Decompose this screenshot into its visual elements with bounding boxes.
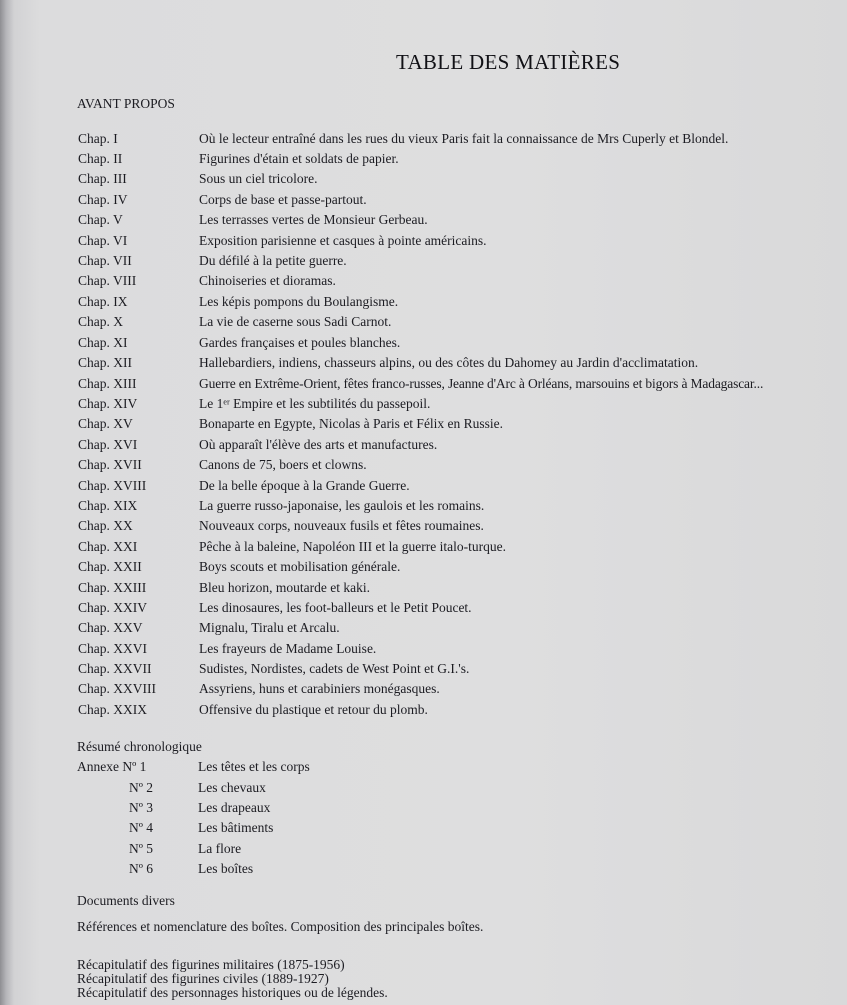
- chapter-row: [0, 600, 847, 620]
- chapter-row: [0, 294, 847, 314]
- annexe-title: Les chevaux: [198, 780, 266, 795]
- annexe-row: [0, 800, 847, 820]
- chapter-number: Chap. VI: [78, 233, 128, 248]
- chapter-number: Chap. VII: [78, 253, 132, 268]
- chapter-number: Chap. IV: [78, 192, 128, 207]
- chapter-row: [0, 396, 847, 416]
- chapter-title: Les dinosaures, les foot-balleurs et le Petit Poucet.: [199, 600, 472, 615]
- chapter-number: Chap. XIV: [78, 396, 138, 411]
- page-title: TABLE DES MATIÈRES: [396, 50, 621, 74]
- section-documents-divers: Documents divers: [77, 893, 175, 908]
- annexe-number: Annexe Nº 1: [77, 759, 147, 774]
- chapter-row: [0, 457, 847, 477]
- chapter-number: Chap. XIX: [78, 498, 138, 513]
- annexe-number: Nº 5: [129, 841, 154, 856]
- chapter-number: Chap. X: [78, 314, 123, 329]
- chapter-title: Boys scouts et mobilisation générale.: [199, 559, 401, 574]
- section-avant-propos: AVANT PROPOS: [77, 96, 175, 111]
- chapter-row: [0, 253, 847, 273]
- chapter-number: Chap. V: [78, 212, 123, 227]
- chapter-number: Chap. XXVII: [78, 661, 152, 676]
- chapter-row: [0, 416, 847, 436]
- chapter-number: Chap. XVIII: [78, 478, 147, 493]
- annexe-title: Les têtes et les corps: [198, 759, 310, 774]
- chapter-title: Bleu horizon, moutarde et kaki.: [199, 580, 370, 595]
- chapter-number: Chap. I: [78, 131, 118, 146]
- chapter-title: La guerre russo-japonaise, les gaulois et les romains.: [199, 498, 485, 513]
- chapter-row: [0, 335, 847, 355]
- chapter-number: Chap. XXVI: [78, 641, 147, 656]
- chapter-row: [0, 212, 847, 232]
- annexe-number: Nº 4: [129, 820, 154, 835]
- chapter-title: Canons de 75, boers et clowns.: [199, 457, 367, 472]
- chapter-row: [0, 355, 847, 375]
- chapter-number: Chap. XI: [78, 335, 128, 350]
- chapter-row: [0, 376, 847, 396]
- chapter-number: Chap. XII: [78, 355, 132, 370]
- chapter-title: Chinoiseries et dioramas.: [199, 273, 336, 288]
- chapter-row: [0, 641, 847, 661]
- chapter-number: Chap. II: [78, 151, 123, 166]
- annexe-number: Nº 3: [129, 800, 154, 815]
- chapter-row: [0, 314, 847, 334]
- annexe-row: [0, 820, 847, 840]
- chapter-row: [0, 151, 847, 171]
- references-line: Références et nomenclature des boîtes. Composition des principales boîtes.: [77, 919, 484, 934]
- chapter-number: Chap. XXIV: [78, 600, 147, 615]
- chapter-row: [0, 539, 847, 559]
- chapter-title: Figurines d'étain et soldats de papier.: [199, 151, 399, 166]
- chapter-title: Corps de base et passe-partout.: [199, 192, 367, 207]
- chapter-row: [0, 559, 847, 579]
- annexe-row: [0, 780, 847, 800]
- chapter-row: [0, 681, 847, 701]
- chapter-row: [0, 498, 847, 518]
- chapter-title: Les képis pompons du Boulangisme.: [199, 294, 399, 309]
- chapter-title: Sudistes, Nordistes, cadets de West Point et G.I.'s.: [199, 661, 470, 676]
- annexe-row: [0, 861, 847, 881]
- chapter-row: [0, 273, 847, 293]
- chapter-row: [0, 171, 847, 191]
- chapter-title: Où apparaît l'élève des arts et manufactures.: [199, 437, 438, 452]
- chapter-row: [0, 192, 847, 212]
- chapter-title: Assyriens, huns et carabiniers monégasques.: [199, 681, 440, 696]
- chapter-title: Bonaparte en Egypte, Nicolas à Paris et Félix en Russie.: [199, 416, 504, 431]
- chapter-number: Chap. XXIII: [78, 580, 147, 595]
- chapter-row: [0, 233, 847, 253]
- chapter-row: [0, 702, 847, 722]
- section-resume-chronologique: Résumé chronologique: [77, 739, 202, 754]
- chapter-number: Chap. XX: [78, 518, 133, 533]
- annexe-number: Nº 6: [129, 861, 154, 876]
- recapitulatif-line: Récapitulatif des figurines civiles (1889-1927): [77, 971, 329, 986]
- chapter-title: Nouveaux corps, nouveaux fusils et fêtes roumaines.: [199, 518, 484, 533]
- chapter-title: Exposition parisienne et casques à pointe américains.: [199, 233, 487, 248]
- annexe-title: Les drapeaux: [198, 800, 271, 815]
- chapter-number: Chap. XXVIII: [78, 681, 156, 696]
- chapter-number: Chap. XXI: [78, 539, 138, 554]
- chapter-number: Chap. XXIX: [78, 702, 147, 717]
- chapter-row: [0, 661, 847, 681]
- chapter-row: [0, 478, 847, 498]
- annexe-title: Les boîtes: [198, 861, 254, 876]
- annexe-row: [0, 759, 847, 779]
- chapter-row: [0, 131, 847, 151]
- chapter-title: La vie de caserne sous Sadi Carnot.: [199, 314, 392, 329]
- chapter-title: Hallebardiers, indiens, chasseurs alpins, ou des côtes du Dahomey au Jardin d'acclimatation.: [199, 355, 699, 370]
- chapter-row: [0, 580, 847, 600]
- chapter-title: Du défilé à la petite guerre.: [199, 253, 347, 268]
- annexe-title: Les bâtiments: [198, 820, 274, 835]
- recapitulatif-line: Récapitulatif des figurines militaires (1875-1956): [77, 957, 345, 972]
- chapter-number: Chap. XXV: [78, 620, 143, 635]
- chapter-title: Les frayeurs de Madame Louise.: [199, 641, 377, 656]
- chapter-title: Guerre en Extrême-Orient, fêtes franco-russes, Jeanne d'Arc à Orléans, marsouins et bigors à Madagascar...: [199, 376, 764, 391]
- chapter-row: [0, 620, 847, 640]
- chapter-title: Pêche à la baleine, Napoléon III et la guerre italo-turque.: [199, 539, 506, 554]
- annexe-row: [0, 841, 847, 861]
- chapter-row: [0, 518, 847, 538]
- chapter-row: [0, 437, 847, 457]
- chapter-number: Chap. IX: [78, 294, 128, 309]
- chapter-number: Chap. XXII: [78, 559, 142, 574]
- chapter-title: Gardes françaises et poules blanches.: [199, 335, 401, 350]
- chapter-number: Chap. XVII: [78, 457, 142, 472]
- chapter-title: Les terrasses vertes de Monsieur Gerbeau.: [199, 212, 428, 227]
- chapter-title: Mignalu, Tiralu et Arcalu.: [199, 620, 340, 635]
- chapter-number: Chap. III: [78, 171, 127, 186]
- chapter-title: Offensive du plastique et retour du plomb.: [199, 702, 428, 717]
- annexe-number: Nº 2: [129, 780, 154, 795]
- annexe-title: La flore: [198, 841, 242, 856]
- chapter-number: Chap. XVI: [78, 437, 138, 452]
- chapter-title: Le 1ᵉʳ Empire et les subtilités du passepoil.: [199, 396, 431, 411]
- chapter-number: Chap. XV: [78, 416, 133, 431]
- recapitulatif-line: Récapitulatif des personnages historiques ou de légendes.: [77, 985, 388, 1000]
- chapter-number: Chap. VIII: [78, 273, 137, 288]
- chapter-title: De la belle époque à la Grande Guerre.: [199, 478, 410, 493]
- chapter-number: Chap. XIII: [78, 376, 137, 391]
- chapter-title: Où le lecteur entraîné dans les rues du vieux Paris fait la connaissance de Mrs Cuperly et Blondel.: [199, 131, 729, 146]
- chapter-title: Sous un ciel tricolore.: [199, 171, 318, 186]
